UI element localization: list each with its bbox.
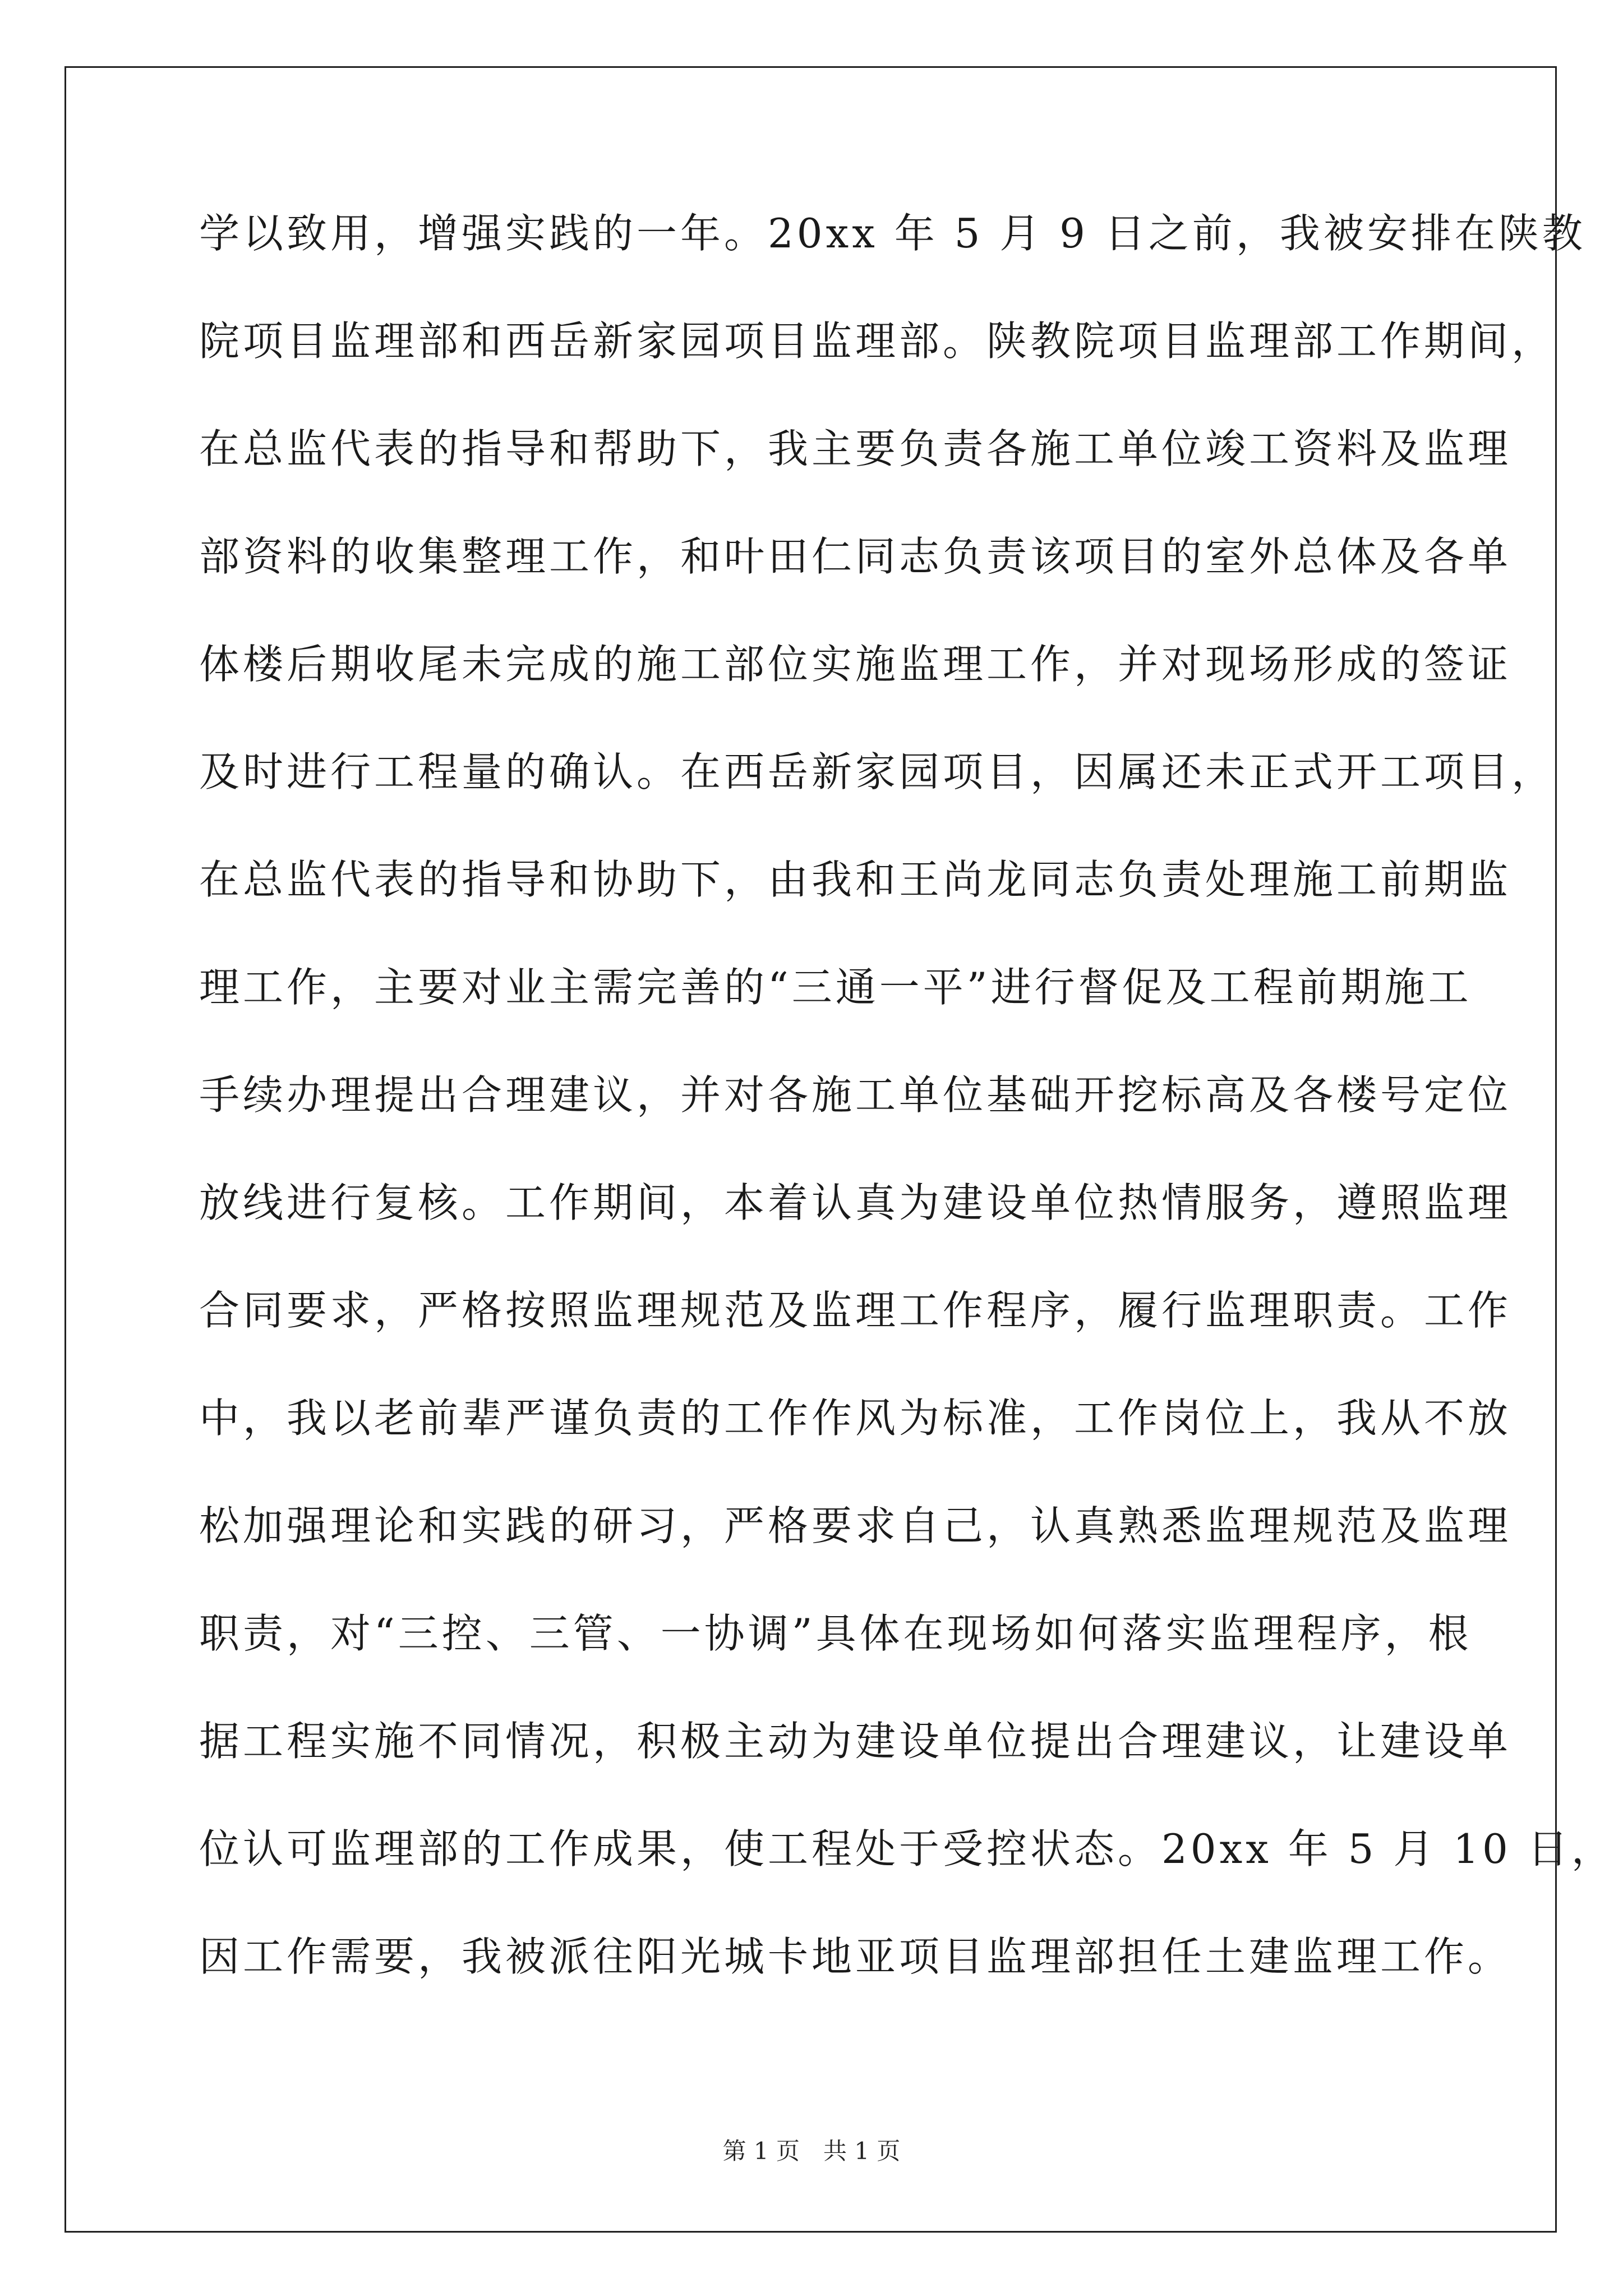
body-line: 院项目监理部和西岳新家园项目监理部。陕教院项目监理部工作期间， <box>199 318 1556 365</box>
page-number: 第 1 页 共 1 页 <box>722 2137 901 2165</box>
body-line: 合同要求，严格按照监理规范及监理工作程序，履行监理职责。工作 <box>199 1287 1512 1334</box>
body-line: 及时进行工程量的确认。在西岳新家园项目，因属还未正式开工项目， <box>199 748 1556 795</box>
body-line: 手续办理提出合理建议，并对各施工单位基础开挖标高及各楼号定位 <box>199 1071 1512 1119</box>
body-line: 因工作需要，我被派往阳光城卡地亚项目监理部担任土建监理工作。 <box>199 1933 1512 1980</box>
body-line: 在总监代表的指导和协助下，由我和王尚龙同志负责处理施工前期监 <box>199 856 1512 903</box>
body-line: 放线进行复核。工作期间，本着认真为建设单位热情服务，遵照监理 <box>199 1179 1512 1226</box>
body-line: 理工作，主要对业主需完善的“三通一平”进行督促及工程前期施工 <box>199 964 1472 1011</box>
body-line: 在总监代表的指导和帮助下，我主要负责各施工单位竣工资料及监理 <box>199 425 1512 472</box>
body-line: 部资料的收集整理工作，和叶田仁同志负责该项目的室外总体及各单 <box>199 533 1512 580</box>
body-line: 松加强理论和实践的研习，严格要求自己，认真熟悉监理规范及监理 <box>199 1502 1512 1549</box>
body-line: 据工程实施不同情况，积极主动为建设单位提出合理建议，让建设单 <box>199 1718 1512 1765</box>
body-line: 职责，对“三控、三管、一协调”具体在现场如何落实监理程序，根 <box>199 1610 1472 1657</box>
body-line: 体楼后期收尾未完成的施工部位实施监理工作，并对现场形成的签证 <box>199 641 1512 688</box>
body-line: 位认可监理部的工作成果，使工程处于受控状态。20xx 年 5 月 10 日， <box>199 1825 1615 1872</box>
body-line: 中，我以老前辈严谨负责的工作作风为标准，工作岗位上，我从不放 <box>199 1395 1512 1442</box>
body-line: 学以致用，增强实践的一年。20xx 年 5 月 9 日之前，我被安排在陕教 <box>199 210 1586 257</box>
document-body <box>199 210 1615 2044</box>
